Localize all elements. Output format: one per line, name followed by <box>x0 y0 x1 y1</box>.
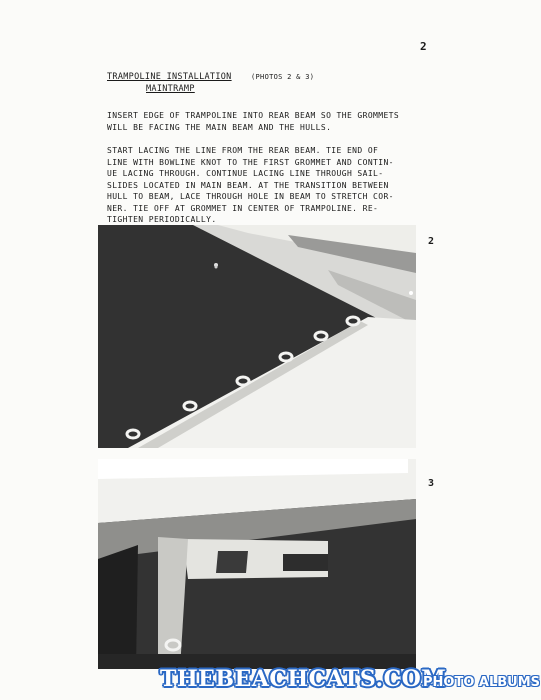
photo-3 <box>98 459 416 669</box>
section-heading <box>107 72 315 94</box>
photo-albums-watermark: PHOTO ALBUMS <box>423 675 541 690</box>
photo-3-label: 3 <box>428 478 435 489</box>
paragraph-2: START LACING THE LINE FROM THE REAR BEAM. TIE END OF LINE WITH BOWLINE KNOT TO THE FIRST GROMMET AND CONTIN- UE LACING THROUGH. CONTINUE LACING LINE THROUGH SAIL- SLIDES LOCATED IN MAIN BEAM. AT THE TRANSITION BETWEEN HULL TO BEAM, LACE THROUGH HOLE IN BEAM TO STRETCH COR- NER. TIE OFF AT GROMMET IN CENTER OF TRAMPOLINE. RE- TIGHTEN PERIODICALLY. <box>107 146 394 224</box>
page-number: 2 <box>420 40 427 53</box>
heading-subtitle: MAINTRAMP <box>146 84 195 94</box>
paragraph-1: INSERT EDGE OF TRAMPOLINE INTO REAR BEAM SO THE GROMMETS WILL BE FACING THE MAIN BEAM AND THE HULLS. <box>107 111 400 132</box>
photo-2-label: 2 <box>428 236 435 247</box>
heading-photos-ref: (PHOTOS 2 & 3) <box>251 73 315 81</box>
site-watermark: THEBEACHCATS.COM <box>160 666 447 692</box>
heading-title: TRAMPOLINE INSTALLATION <box>107 72 232 82</box>
photo-2 <box>98 225 416 448</box>
